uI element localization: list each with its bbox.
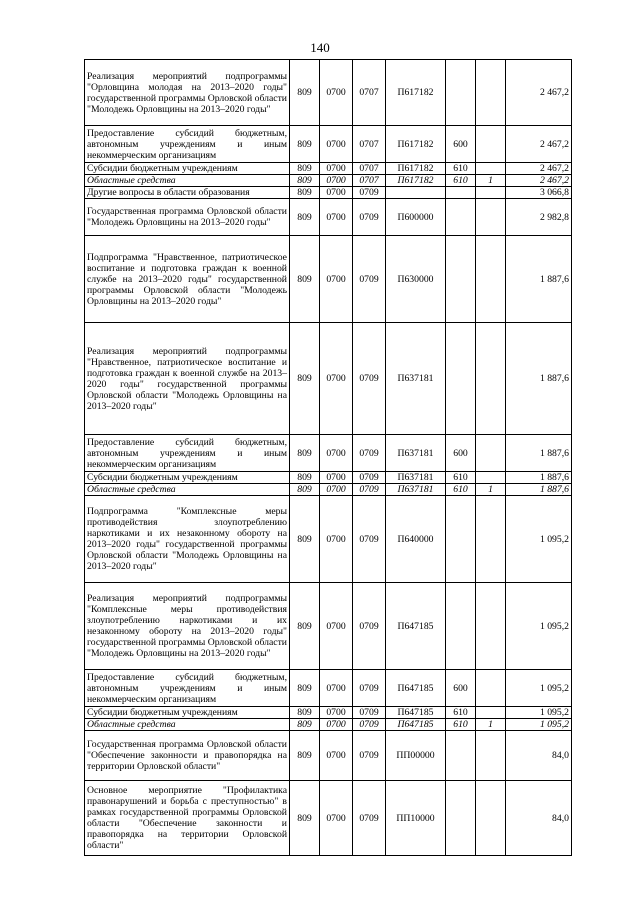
subsection-code: 0709 (353, 323, 386, 435)
ved-code: 809 (290, 163, 320, 175)
target-article-code: П600000 (386, 199, 446, 236)
amount: 1 095,2 (506, 670, 572, 707)
ved-code: 809 (290, 199, 320, 236)
page-number: 140 (310, 40, 330, 55)
amount: 84,0 (506, 731, 572, 781)
expense-type-code: 610 (446, 707, 476, 719)
amount: 3 066,8 (506, 187, 572, 199)
expense-type-code: 600 (446, 435, 476, 472)
row-name: Областные средства (85, 484, 290, 496)
ved-code: 809 (290, 670, 320, 707)
row-name: Реализация мероприятий подпрограммы "Нравственное, патриотическое воспитание и подготовка граждан к военной службе на 2013–2020 годы" государственной программы Орловской области "Молодежь Орловщины на 2013–2020 годы" (85, 323, 290, 435)
section-code: 0700 (320, 163, 353, 175)
ved-code: 809 (290, 731, 320, 781)
amount: 1 887,6 (506, 435, 572, 472)
section-code: 0700 (320, 719, 353, 731)
ved-code: 809 (290, 435, 320, 472)
target-article-code: П647185 (386, 719, 446, 731)
row-name: Основное мероприятие "Профилактика правонарушений и борьба с преступностью" в рамках государственной программы Орловской области "Обеспечение законности и правопорядка на территории Орловской области" (85, 781, 290, 856)
subsection-code: 0707 (353, 163, 386, 175)
expense-type-code (446, 583, 476, 670)
table-row (85, 781, 572, 856)
amount: 84,0 (506, 781, 572, 856)
amount: 2 467,2 (506, 60, 572, 126)
amount: 2 467,2 (506, 175, 572, 187)
section-code: 0700 (320, 126, 353, 163)
ved-code: 809 (290, 707, 320, 719)
amount: 1 095,2 (506, 583, 572, 670)
funding-source-code (476, 236, 506, 323)
expense-type-code: 600 (446, 670, 476, 707)
funding-source-code (476, 496, 506, 583)
funding-source-code (476, 199, 506, 236)
ved-code: 809 (290, 583, 320, 670)
target-article-code: П617182 (386, 175, 446, 187)
expense-type-code: 610 (446, 719, 476, 731)
target-article-code: П647185 (386, 707, 446, 719)
table-row (85, 731, 572, 781)
amount: 1 095,2 (506, 707, 572, 719)
section-code: 0700 (320, 175, 353, 187)
expense-type-code (446, 496, 476, 583)
table-row (85, 583, 572, 670)
target-article-code: П647185 (386, 583, 446, 670)
funding-source-code (476, 60, 506, 126)
row-name: Государственная программа Орловской области "Молодежь Орловщины на 2013–2020 годы" (85, 199, 290, 236)
expense-type-code (446, 187, 476, 199)
ved-code: 809 (290, 472, 320, 484)
target-article-code: П617182 (386, 60, 446, 126)
target-article-code: П637181 (386, 323, 446, 435)
row-name: Подпрограмма "Нравственное, патриотическое воспитание и подготовка граждан к военной службе на 2013–2020 годы" государственной программы Орловской области "Молодежь Орловщины на 2013–2020 годы" (85, 236, 290, 323)
expense-type-code: 600 (446, 126, 476, 163)
row-name: Государственная программа Орловской области "Обеспечение законности и правопорядка на территории Орловской области" (85, 731, 290, 781)
row-name: Реализация мероприятий подпрограммы "Комплексные меры противодействия злоупотреблению наркотиками и их незаконному обороту на 2013–2020 годы" государственной программы Орловской области "Молодежь Орловщины на 2013–2020 годы" (85, 583, 290, 670)
amount: 1 887,6 (506, 323, 572, 435)
ved-code: 809 (290, 323, 320, 435)
row-name: Предоставление субсидий бюджетным, автономным учреждениям и иным некоммерческим организациям (85, 435, 290, 472)
ved-code: 809 (290, 236, 320, 323)
row-name: Предоставление субсидий бюджетным, автономным учреждениям и иным некоммерческим организациям (85, 670, 290, 707)
expense-type-code (446, 781, 476, 856)
ved-code: 809 (290, 126, 320, 163)
section-code: 0700 (320, 187, 353, 199)
funding-source-code (476, 670, 506, 707)
subsection-code: 0709 (353, 435, 386, 472)
funding-source-code (476, 583, 506, 670)
table-row (85, 199, 572, 236)
funding-source-code (476, 731, 506, 781)
target-article-code: П617182 (386, 126, 446, 163)
funding-source-code: 1 (476, 719, 506, 731)
subsection-code: 0709 (353, 707, 386, 719)
section-code: 0700 (320, 199, 353, 236)
subsection-code: 0709 (353, 731, 386, 781)
table-row (85, 236, 572, 323)
amount: 1 887,6 (506, 484, 572, 496)
target-article-code: П647185 (386, 670, 446, 707)
subsection-code: 0709 (353, 670, 386, 707)
table-row (85, 60, 572, 126)
table-row (85, 323, 572, 435)
funding-source-code (476, 163, 506, 175)
section-code: 0700 (320, 323, 353, 435)
funding-source-code (476, 707, 506, 719)
row-name: Реализация мероприятий подпрограммы "Орловщина молодая на 2013–2020 годы" государственной программы Орловской области "Молодежь Орловщины на 2013–2020 годы" (85, 60, 290, 126)
row-name: Областные средства (85, 719, 290, 731)
ved-code: 809 (290, 187, 320, 199)
amount: 1 095,2 (506, 719, 572, 731)
table-row (85, 163, 572, 175)
target-article-code: П640000 (386, 496, 446, 583)
expense-type-code (446, 236, 476, 323)
funding-source-code (476, 781, 506, 856)
target-article-code: П637181 (386, 484, 446, 496)
table-row (85, 126, 572, 163)
section-code: 0700 (320, 496, 353, 583)
section-code: 0700 (320, 472, 353, 484)
section-code: 0700 (320, 731, 353, 781)
table-row (85, 670, 572, 707)
subsection-code: 0709 (353, 187, 386, 199)
subsection-code: 0707 (353, 60, 386, 126)
row-name: Субсидии бюджетным учреждениям (85, 472, 290, 484)
row-name: Областные средства (85, 175, 290, 187)
budget-table (84, 59, 572, 856)
amount: 2 982,8 (506, 199, 572, 236)
subsection-code: 0707 (353, 126, 386, 163)
table-row (85, 707, 572, 719)
funding-source-code (476, 126, 506, 163)
table-row (85, 435, 572, 472)
funding-source-code (476, 187, 506, 199)
expense-type-code: 610 (446, 163, 476, 175)
section-code: 0700 (320, 707, 353, 719)
amount: 1 095,2 (506, 496, 572, 583)
target-article-code: П630000 (386, 236, 446, 323)
section-code: 0700 (320, 484, 353, 496)
subsection-code: 0709 (353, 583, 386, 670)
target-article-code: П637181 (386, 435, 446, 472)
ved-code: 809 (290, 719, 320, 731)
target-article-code (386, 187, 446, 199)
target-article-code: ПП00000 (386, 731, 446, 781)
subsection-code: 0709 (353, 781, 386, 856)
target-article-code: ПП10000 (386, 781, 446, 856)
expense-type-code (446, 323, 476, 435)
section-code: 0700 (320, 670, 353, 707)
subsection-code: 0709 (353, 496, 386, 583)
row-name: Предоставление субсидий бюджетным, автономным учреждениям и иным некоммерческим организациям (85, 126, 290, 163)
subsection-code: 0709 (353, 719, 386, 731)
subsection-code: 0709 (353, 236, 386, 323)
amount: 2 467,2 (506, 163, 572, 175)
expense-type-code: 610 (446, 472, 476, 484)
subsection-code: 0707 (353, 175, 386, 187)
section-code: 0700 (320, 435, 353, 472)
expense-type-code: 610 (446, 484, 476, 496)
funding-source-code: 1 (476, 484, 506, 496)
row-name: Подпрограмма "Комплексные меры противодействия злоупотреблению наркотиками и их незаконному обороту на 2013–2020 годы" государственной программы Орловской области "Молодежь Орловщины на 2013–2020 годы" (85, 496, 290, 583)
subsection-code: 0709 (353, 199, 386, 236)
subsection-code: 0709 (353, 484, 386, 496)
funding-source-code (476, 435, 506, 472)
funding-source-code (476, 323, 506, 435)
table-row (85, 175, 572, 187)
amount: 2 467,2 (506, 126, 572, 163)
row-name: Другие вопросы в области образования (85, 187, 290, 199)
table-row (85, 472, 572, 484)
table-row (85, 719, 572, 731)
expense-type-code: 610 (446, 175, 476, 187)
table-row (85, 187, 572, 199)
row-name: Субсидии бюджетным учреждениям (85, 707, 290, 719)
ved-code: 809 (290, 175, 320, 187)
section-code: 0700 (320, 236, 353, 323)
table-body (85, 60, 572, 856)
ved-code: 809 (290, 60, 320, 126)
row-name: Субсидии бюджетным учреждениям (85, 163, 290, 175)
expense-type-code (446, 60, 476, 126)
amount: 1 887,6 (506, 236, 572, 323)
section-code: 0700 (320, 583, 353, 670)
subsection-code: 0709 (353, 472, 386, 484)
section-code: 0700 (320, 60, 353, 126)
table-row (85, 484, 572, 496)
target-article-code: П617182 (386, 163, 446, 175)
expense-type-code (446, 199, 476, 236)
ved-code: 809 (290, 781, 320, 856)
funding-source-code: 1 (476, 175, 506, 187)
target-article-code: П637181 (386, 472, 446, 484)
funding-source-code (476, 472, 506, 484)
expense-type-code (446, 731, 476, 781)
section-code: 0700 (320, 781, 353, 856)
ved-code: 809 (290, 484, 320, 496)
amount: 1 887,6 (506, 472, 572, 484)
ved-code: 809 (290, 496, 320, 583)
table-row (85, 496, 572, 583)
